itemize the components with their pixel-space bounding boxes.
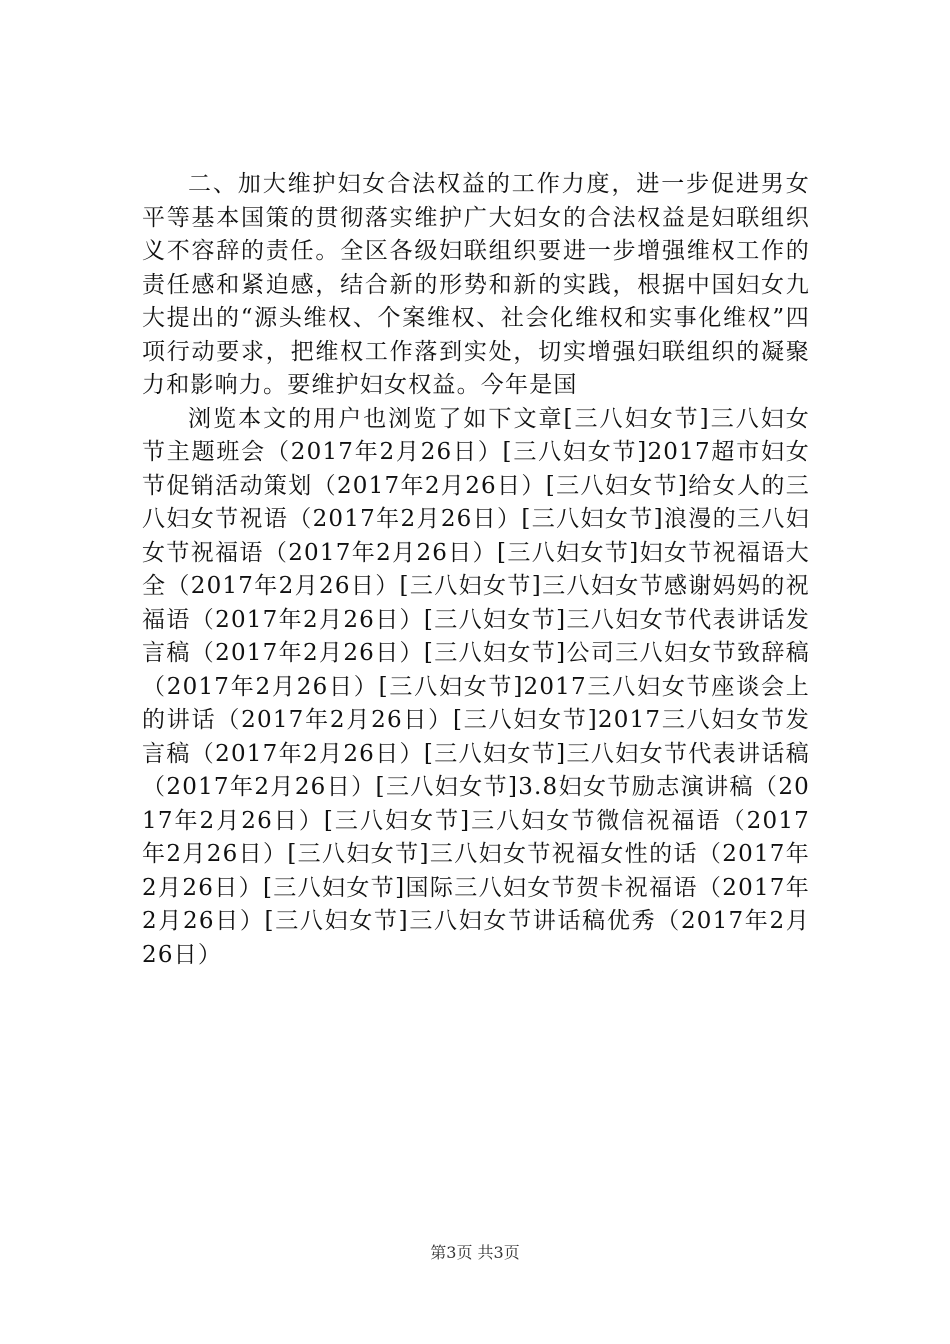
page-number: 第3页 共3页: [430, 1243, 520, 1262]
page-footer: [0, 1243, 950, 1263]
paragraph-rights-protection: 二、加大维护妇女合法权益的工作力度，进一步促进男女平等基本国策的贯彻落实维护广大妇女的合法权益是妇联组织义不容辞的责任。全区各级妇联组织要进一步增强维权工作的责任感和紧迫感，结合新的形势和新的实践，根据中国妇女九大提出的“源头维权、个案维权、社会化维权和实事化维权”四项行动要求，把维权工作落到实处，切实增强妇联组织的凝聚力和影响力。要维护妇女权益。今年是国: [142, 171, 810, 398]
document-body: [142, 168, 810, 972]
paragraph-related-articles: 浏览本文的用户也浏览了如下文章[三八妇女节]三八妇女节主题班会（2017年2月26日）[三八妇女节]2017超市妇女节促销活动策划（2017年2月26日）[三八妇女节]给女人的三八妇女节祝语（2017年2月26日）[三八妇女节]浪漫的三八妇女节祝福语（2017年2月26日）[三八妇女节]妇女节祝福语大全（2017年2月26日）[三八妇女节]三八妇女节感谢妈妈的祝福语（2017年2月26日）[三八妇女节]三八妇女节代表讲话发言稿（2017年2月26日）[三八妇女节]公司三八妇女节致辞稿（2017年2月26日）[三八妇女节]2017三八妇女节座谈会上的讲话（2017年2月26日）[三八妇女节]2017三八妇女节发言稿（2017年2月26日）[三八妇女节]三八妇女节代表讲话稿（2017年2月26日）[三八妇女节]3.8妇女节励志演讲稿（2017年2月26日）[三八妇女节]三八妇女节微信祝福语（2017年2月26日）[三八妇女节]三八妇女节祝福女性的话（2017年2月26日）[三八妇女节]国际三八妇女节贺卡祝福语（2017年2月26日）[三八妇女节]三八妇女节讲话稿优秀（2017年2月26日）: [142, 405, 810, 968]
